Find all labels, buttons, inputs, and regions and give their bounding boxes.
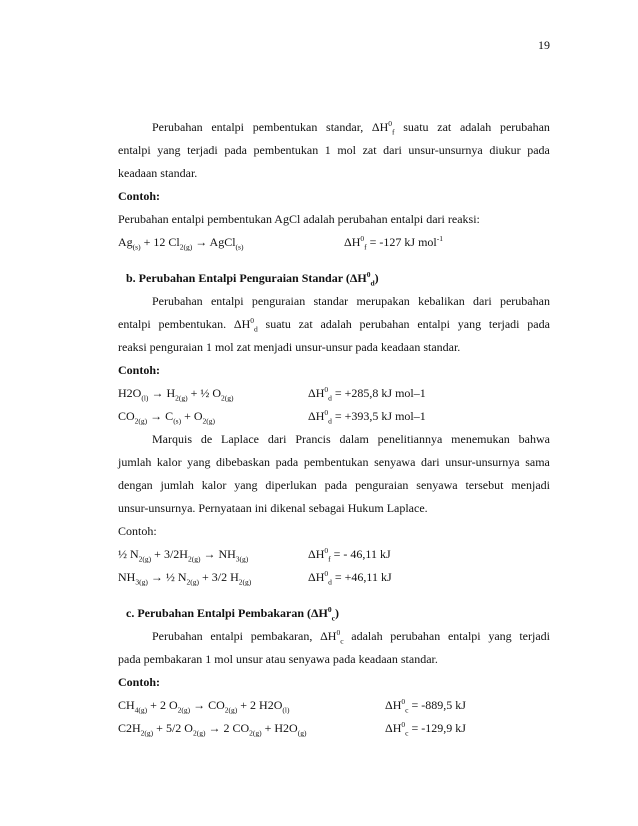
- word: jumlah: [160, 478, 194, 492]
- word: Perubahan: [152, 294, 203, 308]
- equation-row: [118, 566, 550, 589]
- section-b-line1: [118, 290, 550, 313]
- word: pada: [275, 455, 299, 469]
- word: terjadi: [519, 629, 550, 643]
- word: kalor: [201, 478, 227, 492]
- word: mol: [337, 143, 356, 157]
- word: sama: [525, 455, 550, 469]
- laplace-line1: [118, 428, 550, 451]
- section-b-line2: [118, 313, 550, 336]
- para1-line1: [118, 116, 550, 139]
- word: yang: [187, 455, 211, 469]
- example-label: Contoh:: [118, 363, 161, 377]
- word: pembentukan: [303, 455, 369, 469]
- word: dari: [267, 432, 287, 446]
- equation-row: [118, 694, 550, 717]
- word: dengan: [118, 478, 153, 492]
- word: menjadi: [511, 478, 550, 492]
- para1-line2: [118, 139, 550, 162]
- word: suatu: [265, 317, 291, 331]
- word: standar,: [326, 120, 364, 134]
- word: yang: [157, 143, 181, 157]
- word: entalpi: [118, 317, 151, 331]
- word: entalpi: [210, 294, 244, 308]
- enthalpy-value: $\Delta H^0_d = +285,8$ kJ mol–1: [308, 385, 426, 403]
- word: yang: [457, 317, 482, 331]
- word: merupakan: [356, 294, 410, 308]
- word: dari: [383, 143, 402, 157]
- word: Laplace: [221, 432, 259, 446]
- enthalpy-value: $\Delta H^0_c = -129,9$ kJ: [385, 720, 466, 738]
- word: dari: [473, 294, 492, 308]
- word: senyawa: [416, 478, 458, 492]
- document-body: [118, 116, 550, 740]
- word: Marquis: [152, 432, 192, 446]
- word: adalah: [351, 629, 383, 643]
- word: adalah: [320, 317, 352, 331]
- word: entalpi: [210, 629, 244, 643]
- word: dari: [420, 455, 440, 469]
- example-label: Contoh:: [118, 675, 161, 689]
- word: yang: [488, 629, 512, 643]
- equation: $CO_{2(g)} \to C_{(s)} + O_{2(g)}$: [118, 409, 216, 426]
- word: 1: [324, 143, 331, 157]
- word: dalam: [339, 432, 369, 446]
- word: pada: [324, 478, 348, 492]
- word: dibebaskan: [216, 455, 271, 469]
- section-c-line1: [118, 625, 550, 648]
- word: senyawa: [374, 455, 416, 469]
- equation: $Ag_{(s)} + 12$ $Cl_{2(g)}$ → AgCl$_{(s)}$: [118, 235, 244, 252]
- word: pada: [527, 317, 550, 331]
- word: Prancis: [295, 432, 331, 446]
- word: diukur: [489, 143, 521, 157]
- word: zat: [437, 120, 452, 134]
- word: jumlah: [118, 455, 152, 469]
- equation: $NH_{3(g)}$ → ½ $N_{2(g)} + 3/2$ $H_{2(g)}$: [118, 570, 252, 587]
- equation-row: [118, 543, 550, 566]
- word: perubahan: [499, 294, 550, 308]
- word: $\Delta H^0_f$: [371, 119, 395, 137]
- enthalpy-value: $\Delta H^0_f$ = - 46,11 kJ: [308, 546, 391, 564]
- word: adalah: [459, 120, 492, 134]
- equation: $H2O_{(l)} \to H_{2(g)}$ + ½ $O_{2(g)}$: [118, 386, 234, 403]
- laplace-line2: [118, 451, 550, 474]
- equation: ½ $N_{2(g)} + 3/2H_{2(g)} \to NH_{3(g)}$: [118, 547, 249, 564]
- word: $\Delta H^0_c$: [320, 628, 344, 646]
- word: standar: [313, 294, 349, 308]
- word: pembentukan: [253, 143, 319, 157]
- word: entalpi: [417, 317, 450, 331]
- example-label: Contoh:: [118, 524, 157, 538]
- section-c-line2: pada pembakaran 1 mol unsur atau senyawa pada keadaan standar.: [118, 652, 438, 666]
- word: entalpi: [447, 629, 481, 643]
- page-number: 19: [538, 38, 550, 52]
- word: zat: [362, 143, 377, 157]
- laplace-line3: [118, 474, 550, 497]
- word: penguraian: [251, 294, 306, 308]
- equation-row: [118, 405, 550, 428]
- word: entalpi: [118, 143, 151, 157]
- section-c-heading: c. Perubahan Entalpi Pembakaran $(\Delta H^0_c)$: [126, 605, 339, 623]
- word: diperlukan: [265, 478, 317, 492]
- word: perubahan: [499, 120, 550, 134]
- word: bahwa: [518, 432, 550, 446]
- word: Perubahan: [152, 629, 203, 643]
- section-b-heading: b. Perubahan Entalpi Penguraian Standar $(\Delta H^0_d)$: [126, 270, 379, 288]
- section-b-line3: reaksi penguraian 1 mol zat menjadi unsur-unsur pada keadaan standar.: [118, 340, 461, 354]
- word: entalpi: [211, 120, 244, 134]
- laplace-line4: unsur-unsurnya. Pernyataan ini dikenal sebagai Hukum Laplace.: [118, 501, 428, 515]
- word: pembentukan.: [158, 317, 227, 331]
- word: zat: [298, 317, 313, 331]
- enthalpy-value: $\Delta H^0_c = -889,5$ kJ: [385, 697, 466, 715]
- word: tersebut: [465, 478, 504, 492]
- word: pembentukan: [252, 120, 318, 134]
- word: yang: [234, 478, 258, 492]
- word: $\Delta H^0_d$: [233, 316, 258, 334]
- word: de: [200, 432, 213, 446]
- word: terjadi: [187, 143, 218, 157]
- example-label: Contoh:: [118, 189, 161, 203]
- equation-row: [118, 231, 550, 254]
- word: pembakaran,: [250, 629, 313, 643]
- word: Perubahan: [152, 120, 203, 134]
- word: kalor: [156, 455, 182, 469]
- equation: $C2H_{2(g)} + 5/2$ $O_{2(g)} \to 2$ $CO_{2(g)} + H2O_{(g)}$: [118, 721, 307, 738]
- equation: $CH_{4(g)} + 2$ $O_{2(g)} \to CO_{2(g)} + 2$ $H2O_{(l)}$: [118, 698, 290, 715]
- word: penelitiannya: [377, 432, 443, 446]
- word: suatu: [403, 120, 429, 134]
- word: menemukan: [451, 432, 510, 446]
- enthalpy-value: $\Delta H^0_d = +393,5$ kJ mol–1: [308, 408, 426, 426]
- word: penguraian: [355, 478, 409, 492]
- equation-row: [118, 382, 550, 405]
- word: pada: [527, 143, 550, 157]
- example-text: Perubahan entalpi pembentukan AgCl adalah perubahan entalpi dari reaksi:: [118, 212, 480, 226]
- equation-row: [118, 717, 550, 740]
- word: perubahan: [359, 317, 410, 331]
- enthalpy-value: $\Delta H^0_f = -127$ kJ mol$^{-1}$: [344, 234, 443, 252]
- word: pada: [224, 143, 247, 157]
- enthalpy-value: $\Delta H^0_d = +46,11$ kJ: [308, 569, 392, 587]
- word: perubahan: [390, 629, 441, 643]
- word: unsur-unsurnya: [408, 143, 483, 157]
- para1-line3: keadaan standar.: [118, 166, 198, 180]
- word: unsur-unsurnya: [445, 455, 520, 469]
- word: kebalikan: [418, 294, 465, 308]
- word: terjadi: [488, 317, 520, 331]
